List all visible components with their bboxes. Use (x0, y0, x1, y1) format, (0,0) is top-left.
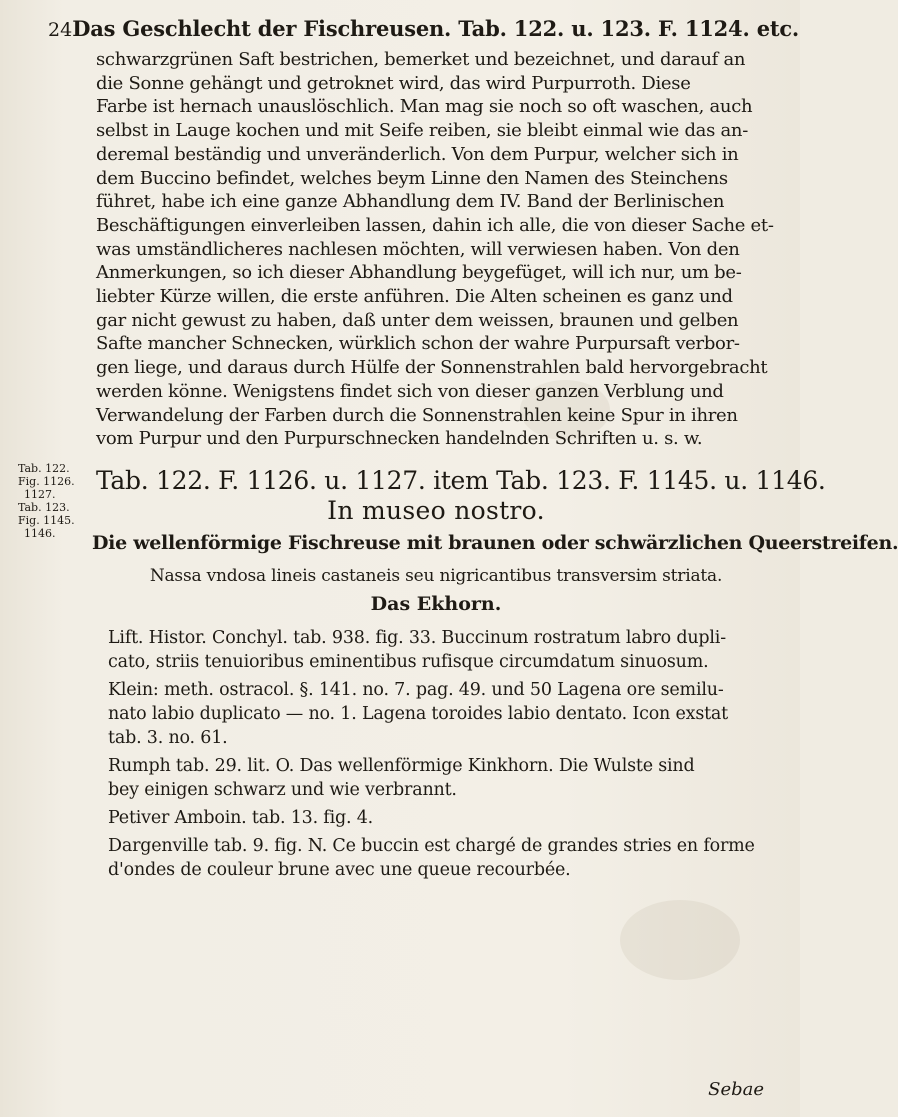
text-line: führet, habe ich eine ganze Abhandlung dem IV. Band der Berlinischen (96, 191, 725, 213)
common-name: Das Ekhorn. (370, 593, 502, 615)
margin-line: Tab. 122. (18, 462, 70, 475)
text-line: selbst in Lauge kochen und mit Seife reiben, sie bleibt einmal wie das an- (96, 120, 748, 142)
text-line: werden könne. Wenigstens findet sich von dieser ganzen Verblung und (96, 380, 724, 402)
text-line: Safte mancher Schnecken, würklich schon der wahre Purpursaft verbor- (96, 333, 740, 355)
reference-line: d'ondes de couleur brune avec une queue recourbée. (108, 860, 571, 880)
text-line: dem Buccino befindet, welches beym Linne den Namen des Steinchens (96, 167, 728, 189)
text-line: Beschäftigungen einverleiben lassen, dahin ich alle, die von dieser Sache et- (96, 214, 774, 236)
text-line: schwarzgrünen Saft bestrichen, bemerket und bezeichnet, und darauf an (96, 49, 746, 70)
text-line: Verwandelung der Farben durch die Sonnenstrahlen keine Spur in ihren (96, 404, 738, 426)
reference-line: Lift. Histor. Conchyl. tab. 938. fig. 33. Buccinum rostratum labro dupli- (108, 628, 726, 648)
text-line: Anmerkungen, so ich dieser Abhandlung beygefüget, will ich nur, um be- (96, 262, 742, 284)
text-line: gar nicht gewust zu haben, daß unter dem weissen, braunen und gelben (96, 309, 739, 331)
section-heading: Tab. 122. F. 1126. u. 1127. item Tab. 123. F. 1145. u. 1146. (96, 466, 826, 495)
margin-line: 1146. (24, 527, 56, 540)
text-line: liebter Kürze willen, die erste anführen. Die Alten scheinen es ganz und (96, 286, 733, 308)
text-line: Farbe ist hernach unauslöschlich. Man mag sie noch so oft waschen, auch (96, 96, 753, 118)
section-subtitle: In museo nostro. (327, 496, 545, 525)
text-line: was umständlicheres nachlesen möchten, will verwiesen haben. Von den (96, 238, 740, 260)
references-block (108, 626, 773, 882)
running-header (48, 16, 800, 41)
page-number: 24 (48, 19, 73, 41)
running-title: Das Geschlecht der Fischreusen. Tab. 122. u. 123. F. 1124. etc. (72, 16, 800, 41)
reference-line: tab. 3. no. 61. (108, 728, 228, 748)
margin-note (18, 462, 78, 540)
text-line: deremal beständig und unveränderlich. Von dem Purpur, welcher sich in (96, 143, 739, 165)
text-line: gen liege, und daraus durch Hülfe der Sonnenstrahlen bald hervorgebracht (96, 357, 768, 379)
margin-line: Fig. 1145. (18, 514, 75, 527)
margin-line: 1127. (24, 488, 56, 501)
catchword: Sebae (708, 1079, 764, 1100)
paper-stain (620, 900, 740, 980)
reference-line: cato, striis tenuioribus eminentibus rufisque circumdatum sinuosum. (108, 652, 709, 672)
reference-line: Klein: meth. ostracol. §. 141. no. 7. pag. 49. und 50 Lagena ore semilu- (108, 680, 724, 700)
reference-line: bey einigen schwarz und wie verbrannt. (108, 780, 457, 800)
reference-line: nato labio duplicato — no. 1. Lagena toroides labio dentato. Icon exstat (108, 704, 728, 724)
reference-line: Dargenville tab. 9. fig. N. Ce buccin est chargé de grandes stries en forme (108, 836, 755, 856)
latin-description: Nassa vndosa lineis castaneis seu nigricantibus transversim striata. (149, 566, 723, 586)
margin-line: Fig. 1126. (18, 475, 75, 488)
german-description: Die wellenförmige Fischreuse mit braunen oder schwärzlichen Queerstreifen. (92, 532, 898, 554)
body-paragraph (96, 48, 774, 451)
text-line: vom Purpur und den Purpurschnecken handelnden Schriften u. s. w. (96, 428, 703, 450)
text-line: die Sonne gehängt und getroknet wird, das wird Purpurroth. Diese (96, 72, 691, 94)
margin-line: Tab. 123. (18, 501, 70, 514)
reference-line: Petiver Amboin. tab. 13. fig. 4. (108, 808, 373, 828)
reference-line: Rumph tab. 29. lit. O. Das wellenförmige Kinkhorn. Die Wulste sind (108, 756, 695, 776)
